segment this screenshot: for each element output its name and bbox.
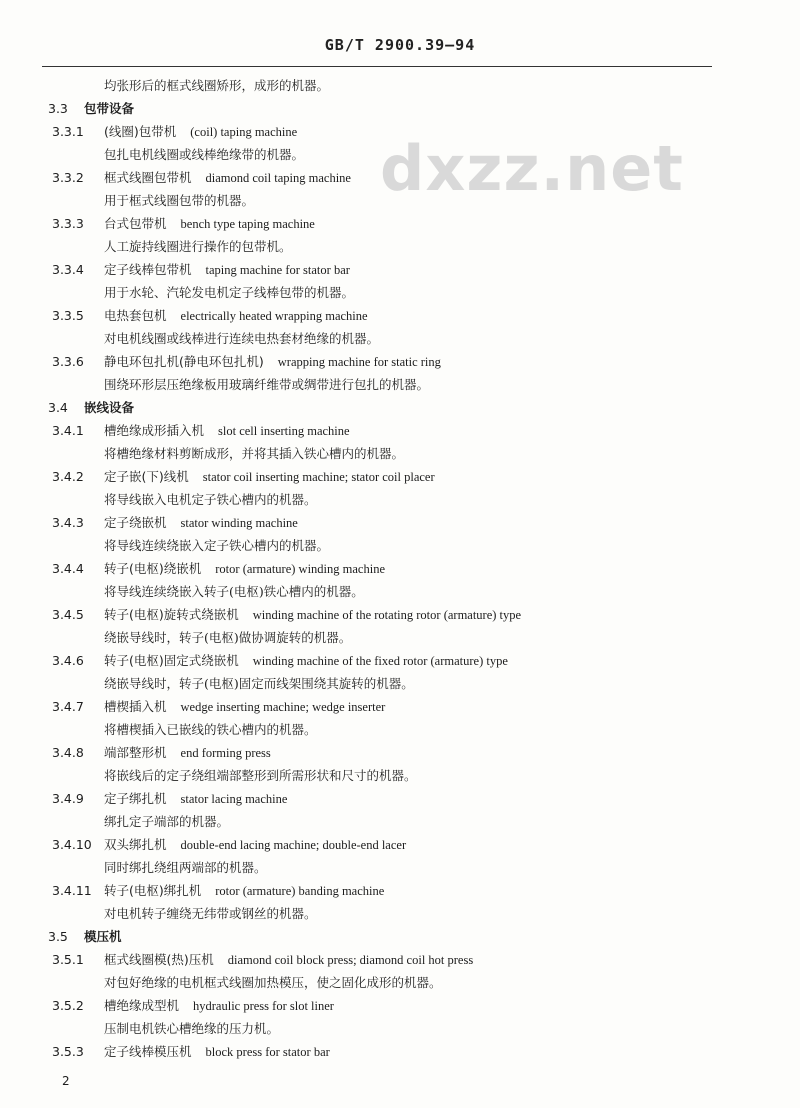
term-definition: 将嵌线后的定子绕组端部整形到所需形状和尺寸的机器。 [104,768,417,783]
term-title [104,120,297,144]
term-entry [0,166,800,189]
term-english: double-end lacing machine; double-end lacer [180,838,407,852]
document-line [0,580,800,603]
term-definition: 对包好绝缘的电机框式线圈加热模压，使之固化成形的机器。 [104,975,442,990]
term-chinese: 定子线棒包带机 [104,262,192,277]
term-number: 3.3.1 [52,124,84,139]
section-title: 包带设备 [84,101,135,116]
header-rule [42,66,712,67]
term-number: 3.4.1 [52,423,84,438]
term-english: rotor (armature) winding machine [215,562,385,576]
term-entry [0,212,800,235]
term-chinese: 端部整形机 [104,745,167,760]
term-number: 3.4.4 [52,561,84,576]
term-definition: 绕嵌导线时，转子(电枢)固定而线架围绕其旋转的机器。 [104,676,414,691]
term-title [104,557,385,581]
term-number: 3.5.2 [52,998,84,1013]
document-line [0,902,800,925]
term-definition: 将导线连续绕嵌入定子铁心槽内的机器。 [104,538,330,553]
term-entry [0,649,800,672]
term-number: 3.5.3 [52,1044,84,1059]
term-english: diamond coil taping machine [205,171,351,185]
term-chinese: 定子绕嵌机 [104,515,167,530]
term-title [104,879,384,903]
term-number: 3.5.1 [52,952,84,967]
term-chinese: 定子绑扎机 [104,791,167,806]
term-title [104,741,271,765]
term-title [104,695,385,719]
term-english: wedge inserting machine; wedge inserter [180,700,386,714]
term-english: wrapping machine for static ring [277,355,441,369]
term-english: stator coil inserting machine; stator coil placer [202,470,435,484]
document-line [0,327,800,350]
term-chinese: 槽绝缘成形插入机 [104,423,205,438]
term-english: stator lacing machine [180,792,288,806]
term-entry [0,879,800,902]
term-chinese: 槽楔插入机 [104,699,167,714]
document-line [0,971,800,994]
term-english: winding machine of the rotating rotor (armature) type [252,608,522,622]
section-number: 3.5 [48,929,68,944]
section-title: 模压机 [84,929,122,944]
term-title [104,511,298,535]
term-definition: 均张形后的框式线圈矫形，成形的机器。 [104,78,330,93]
document-line [0,373,800,396]
term-definition: 绕嵌导线时，转子(电枢)做协调旋转的机器。 [104,630,352,645]
section-heading [0,925,800,948]
term-definition: 压制电机铁心槽绝缘的压力机。 [104,1021,280,1036]
term-chinese: 台式包带机 [104,216,167,231]
section-title: 嵌线设备 [84,400,135,415]
document-line [0,488,800,511]
term-number: 3.4.11 [52,883,92,898]
term-title [104,787,287,811]
term-english: diamond coil block press; diamond coil hot press [227,953,474,967]
term-chinese: 转子(电枢)绕嵌机 [104,561,202,576]
term-entry [0,557,800,580]
term-number: 3.3.4 [52,262,84,277]
term-chinese: 转子(电枢)绑扎机 [104,883,202,898]
term-definition: 用于水轮、汽轮发电机定子线棒包带的机器。 [104,285,355,300]
term-number: 3.4.10 [52,837,92,852]
term-title [104,649,508,673]
term-chinese: 静电环包扎机(静电环包扎机) [104,354,264,369]
term-entry [0,511,800,534]
document-line [0,143,800,166]
term-english: hydraulic press for slot liner [193,999,334,1013]
document-line [0,672,800,695]
term-number: 3.3.5 [52,308,84,323]
term-title [104,994,334,1018]
term-entry [0,833,800,856]
document-line [0,856,800,879]
watermark: dxzz.net [380,132,684,205]
term-entry [0,948,800,971]
term-title [104,166,351,190]
document-line [0,235,800,258]
term-definition: 同时绑扎绕组两端部的机器。 [104,860,267,875]
term-entry [0,465,800,488]
document-body [0,74,800,1063]
term-chinese: 转子(电枢)旋转式绕嵌机 [104,607,239,622]
section-heading [0,97,800,120]
term-entry [0,120,800,143]
term-number: 3.3.2 [52,170,84,185]
term-entry [0,603,800,626]
term-entry [0,419,800,442]
term-definition: 围绕环形层压绝缘板用玻璃纤维带或绸带进行包扎的机器。 [104,377,430,392]
term-title [104,212,315,236]
term-chinese: 电热套包机 [104,308,167,323]
term-entry [0,304,800,327]
term-number: 3.4.6 [52,653,84,668]
term-title [104,603,521,627]
term-title [104,833,406,857]
term-english: end forming press [180,746,271,760]
term-number: 3.4.2 [52,469,84,484]
term-title [104,948,473,972]
term-chinese: 双头绑扎机 [104,837,167,852]
term-english: taping machine for stator bar [205,263,350,277]
term-definition: 对电机线圈或线棒进行连续电热套材绝缘的机器。 [104,331,380,346]
term-number: 3.3.6 [52,354,84,369]
document-line [0,442,800,465]
term-english: rotor (armature) banding machine [215,884,385,898]
term-definition: 将导线连续绕嵌入转子(电枢)铁心槽内的机器。 [104,584,364,599]
section-number: 3.4 [48,400,68,415]
term-definition: 包扎电机线圈或线棒绝缘带的机器。 [104,147,305,162]
term-entry [0,787,800,810]
document-line [0,281,800,304]
term-number: 3.4.5 [52,607,84,622]
term-chinese: 槽绝缘成型机 [104,998,180,1013]
section-number: 3.3 [48,101,68,116]
term-english: slot cell inserting machine [218,424,350,438]
term-chinese: 转子(电枢)固定式绕嵌机 [104,653,239,668]
term-number: 3.4.3 [52,515,84,530]
term-english: electrically heated wrapping machine [180,309,368,323]
term-entry [0,1040,800,1063]
document-line [0,189,800,212]
term-entry [0,994,800,1017]
term-english: stator winding machine [180,516,298,530]
term-number: 3.3.3 [52,216,84,231]
document-line [0,810,800,833]
document-line [0,718,800,741]
term-definition: 将槽楔插入已嵌线的铁心槽内的机器。 [104,722,317,737]
section-heading [0,396,800,419]
term-definition: 对电机转子缠绕无纬带或钢丝的机器。 [104,906,317,921]
page-number: 2 [62,1074,70,1088]
term-entry [0,350,800,373]
document-line [0,74,800,97]
term-chinese: 定子线棒模压机 [104,1044,192,1059]
term-chinese: 定子嵌(下)线机 [104,469,189,484]
term-chinese: 框式线圈包带机 [104,170,192,185]
document-line [0,626,800,649]
term-title [104,304,368,328]
term-title [104,1040,330,1064]
term-title [104,419,350,443]
term-title [104,465,435,489]
term-definition: 绑扎定子端部的机器。 [104,814,230,829]
document-header: GB/T 2900.39—94 [324,36,476,54]
term-title [104,350,441,374]
document-line [0,1017,800,1040]
term-definition: 将槽绝缘材料剪断成形，并将其插入铁心槽内的机器。 [104,446,405,461]
term-english: block press for stator bar [205,1045,330,1059]
term-definition: 人工旋持线圈进行操作的包带机。 [104,239,292,254]
term-chinese: 框式线圈模(热)压机 [104,952,214,967]
term-entry [0,741,800,764]
term-english: (coil) taping machine [190,125,298,139]
term-definition: 用于框式线圈包带的机器。 [104,193,255,208]
term-number: 3.4.9 [52,791,84,806]
term-title [104,258,350,282]
term-entry [0,695,800,718]
term-chinese: (线圈)包带机 [104,124,177,139]
document-line [0,764,800,787]
term-entry [0,258,800,281]
document-line [0,534,800,557]
term-number: 3.4.8 [52,745,84,760]
term-english: winding machine of the fixed rotor (armature) type [252,654,508,668]
term-english: bench type taping machine [180,217,315,231]
term-definition: 将导线嵌入电机定子铁心槽内的机器。 [104,492,317,507]
term-number: 3.4.7 [52,699,84,714]
